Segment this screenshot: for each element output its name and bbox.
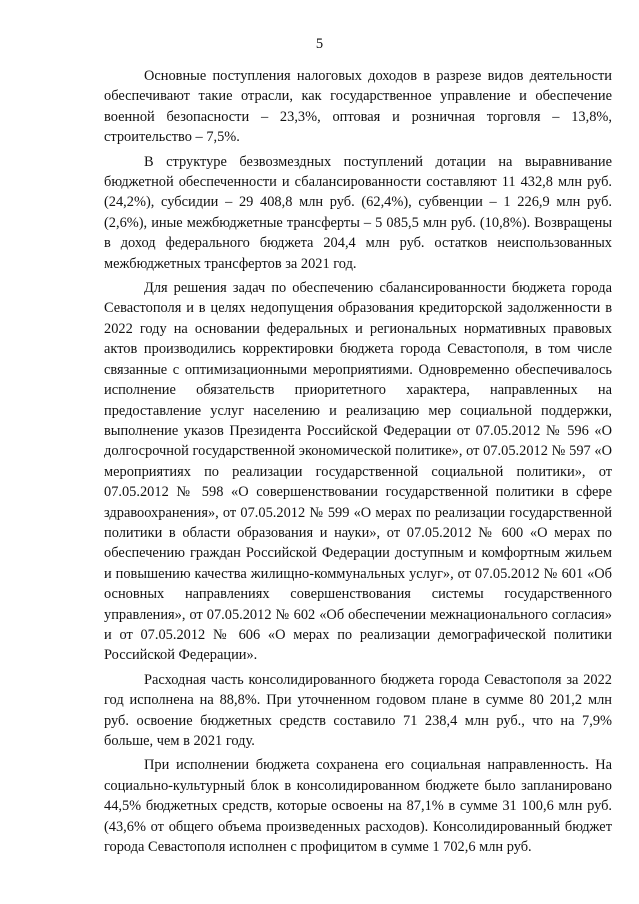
paragraph-expenditure: Расходная часть консолидированного бюджета города Севастополя за 2022 год исполнена на 88,8%. При уточненном годовом плане в сумме 80 201,2 млн руб. освоение бюджетных средств составило 71 238,4 млн руб., что на 7,9% больше, чем в 2021 году. <box>104 671 612 749</box>
paragraph-tax-revenue: Основные поступления налоговых доходов в разрезе видов деятельности обеспечивают такие отрасли, как государственное управление и обеспечение военной безопасности – 23,3%, оптовая и розничная торговля – 13,8%, строительство – 7,5%. <box>104 68 612 146</box>
page-number: 5 <box>315 36 324 52</box>
paragraph-social-orientation: При исполнении бюджета сохранена его социальная направленность. На социально-культурный блок в консолидированном бюджете было запланировано 44,5% бюджетных средств, которые освоены на 87,1% в сумме 31 100,6 млн руб. (43,6% от общего объема произведенных расходов). Консолидированный бюджет города Севастополя исполнен с профицитом в сумме 1 702,6 млн руб. <box>104 757 612 856</box>
paragraph-gratuitous-receipts: В структуре безвозмездных поступлений дотации на выравнивание бюджетной обеспеченности и сбалансированности составляют 11 432,8 млн руб. (24,2%), субсидии – 29 408,8 млн руб. (62,4%), субвенции – 1 226,9 млн руб. (2,6%), иные межбюджетные трансферты – 5 085,5 млн руб. (10,8%). Возвращены в доход федерального бюджета 204,4 млн руб. остатков неиспользованных межбюджетных трансфертов за 2021 год. <box>104 153 612 272</box>
paragraph-budget-balance: Для решения задач по обеспечению сбалансированности бюджета города Севастополя и в целях недопущения образования кредиторской задолженности в 2022 году на основании федеральных и региональных нормативных правовых актов производились корректировки бюджета города Севастополя, в том числе связанные с оптимизационными мероприятиями. Одновременно обеспечивалось исполнение обязательств приоритетного характера, направленных на предоставление услуг населению и реализацию мер социальной поддержки, выполнение указов Президента Российской Федерации от 07.05.2012 № 596 «О долгосрочной государственной экономической политике», от 07.05.2012 № 597 «О мероприятиях по реализации государственной социальной политики», от 07.05.2012 № 598 «О совершенствовании государственной политики в сфере здравоохранения», от 07.05.2012 № 599 «О мерах по реализации государственной политики в области образования и науки», от 07.05.2012 № 600 «О мерах по обеспечению граждан Российской Федерации доступным и комфортным жильем и повышению качества жилищно-коммунальных услуг», от 07.05.2012 № 601 «Об основных направлениях совершенствования системы государственного управления», от 07.05.2012 № 602 «Об обеспечении межнационального согласия» и от 07.05.2012 № 606 «О мерах по реализации демографической политики Российской Федерации». <box>104 280 612 664</box>
document-body <box>104 66 612 861</box>
